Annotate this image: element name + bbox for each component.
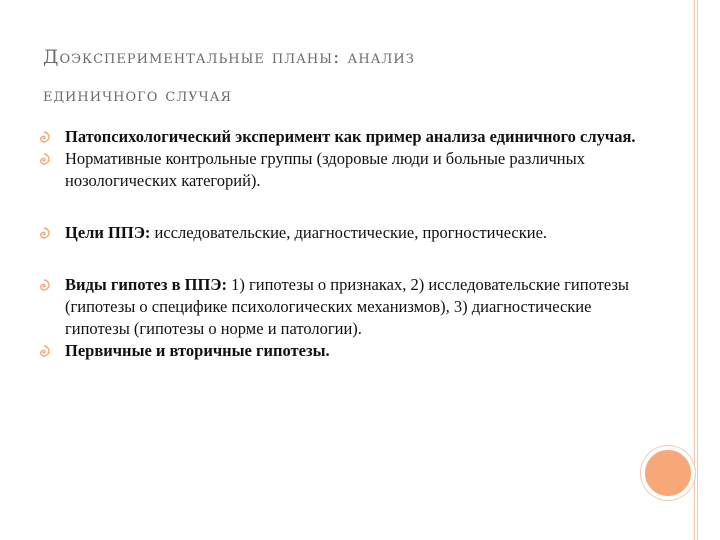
fleuron-icon xyxy=(38,227,50,239)
bullet-text: Нормативные контрольные группы (здоровые люди и больные различных нозологических категорий). xyxy=(65,149,585,190)
bullet-bold-text: Цели ППЭ: xyxy=(65,223,151,242)
fleuron-icon xyxy=(38,131,50,143)
bullet-text: 1) гипотезы о признаках, 2) исследовательские гипотезы (гипотезы о специфике психологических механизмов), 3) диагностические гипотезы (гипотезы о норме и патологии). xyxy=(65,275,629,338)
fleuron-icon xyxy=(38,153,50,165)
list-item xyxy=(38,148,638,192)
slide-title-line-1: Доэкспериментальные планы: анализ xyxy=(43,46,415,68)
list-item xyxy=(38,274,638,340)
bullet-text: исследовательские, диагностические, прогностические. xyxy=(150,223,548,242)
list-item xyxy=(38,340,638,362)
list-spacer xyxy=(38,244,638,274)
bullet-bold-text: Первичные и вторичные гипотезы. xyxy=(65,341,330,360)
list-item xyxy=(38,126,638,148)
fleuron-icon xyxy=(38,279,50,291)
list-spacer xyxy=(38,192,638,222)
decorative-circle xyxy=(641,446,695,500)
bullet-bold-text: Патопсихологический эксперимент как пример анализа единичного случая. xyxy=(65,127,636,146)
slide-border-decoration xyxy=(694,0,698,540)
slide-title xyxy=(43,38,663,114)
slide-title-line-2: единичного случая xyxy=(43,84,232,106)
bullet-bold-text: Виды гипотез в ППЭ: xyxy=(65,275,227,294)
bullet-list xyxy=(38,126,638,362)
fleuron-icon xyxy=(38,345,50,357)
list-item xyxy=(38,222,638,244)
